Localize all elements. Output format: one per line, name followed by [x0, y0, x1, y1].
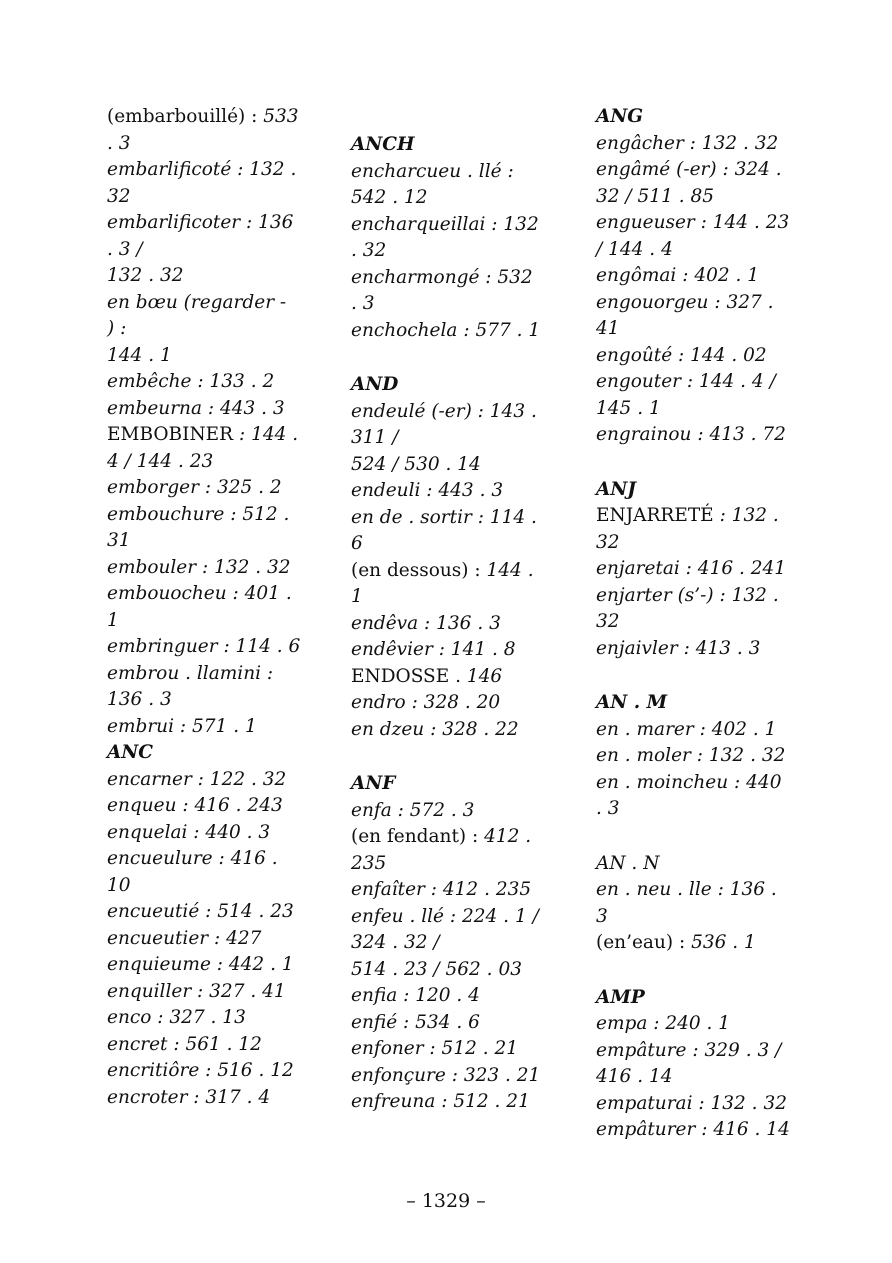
entry-italic-text: engueuser : 144 . 23 — [596, 212, 790, 233]
entry-italic-text: 145 . 1 — [596, 397, 661, 419]
index-entry — [596, 263, 791, 290]
entry-line — [596, 743, 791, 770]
index-entry — [107, 926, 302, 953]
entry-line — [107, 767, 302, 794]
entry-italic-text: endêvier : 141 . 8 — [351, 639, 516, 660]
entry-italic-text: enfia : 120 . 4 — [351, 985, 480, 1006]
section-heading: AN . N — [596, 852, 660, 874]
index-entry — [351, 717, 546, 744]
entry-italic-text: encret : 561 . 12 — [107, 1033, 262, 1055]
index-entry — [351, 611, 546, 638]
entry-italic-text: en . moincheu : 440 — [596, 771, 782, 793]
entry-line — [107, 820, 302, 847]
entry-line — [596, 1038, 791, 1065]
index-entry — [107, 899, 302, 926]
entry-italic-text: 311 / — [351, 427, 399, 448]
section-heading: ANCH — [351, 134, 415, 155]
entry-italic-text: . 3 / — [107, 238, 143, 260]
section-gap — [596, 823, 791, 851]
entry-line — [107, 661, 302, 688]
entry-line — [596, 131, 791, 158]
section-gap — [596, 957, 791, 985]
entry-italic-text: 32 — [107, 185, 131, 207]
entry-italic-text: encroter : 317 . 4 — [107, 1086, 271, 1108]
index-entry — [596, 1117, 791, 1144]
entry-line — [596, 184, 791, 211]
entry-line — [596, 877, 791, 930]
entry-line — [351, 930, 546, 957]
index-entry — [596, 1011, 791, 1038]
entry-italic-text: embrou . llamini : — [107, 662, 274, 684]
entry-italic-text: engâcher : 132 . 32 — [596, 132, 779, 154]
entry-italic-text: 144 . 1 — [107, 344, 172, 366]
entry-italic-text: encritiôre : 516 . 12 — [107, 1060, 294, 1081]
index-entry — [596, 503, 791, 556]
index-entry — [107, 290, 302, 370]
entry-italic-text: 524 / 530 . 14 — [351, 453, 481, 475]
entry-line — [351, 957, 546, 984]
index-entry — [107, 210, 302, 290]
index-entry — [107, 104, 302, 157]
entry-italic-text: engouorgeu : 327 . — [596, 291, 774, 313]
index-entry — [596, 157, 791, 210]
entry-line — [351, 877, 546, 904]
entry-line — [351, 478, 546, 505]
entry-italic-text: enfaîter : 412 . 235 — [351, 879, 532, 900]
entry-italic-text: engômai : 402 . 1 — [596, 265, 760, 286]
entry-line — [596, 636, 791, 663]
entry-line — [107, 1005, 302, 1032]
section-heading: ANF — [351, 773, 396, 794]
index-entry — [351, 1036, 546, 1063]
entry-italic-text: encarner : 122 . 32 — [107, 768, 287, 790]
entry-line — [596, 930, 791, 957]
index-entry — [351, 690, 546, 717]
entry-line — [351, 1089, 546, 1116]
entry-line — [351, 1063, 546, 1090]
entry-italic-text: en bœu (regarder - — [107, 291, 287, 313]
entry-italic-text: encueutié : 514 . 23 — [107, 901, 294, 922]
entry-italic-text: embringuer : 114 . 6 — [107, 636, 301, 657]
entry-line — [107, 104, 302, 131]
index-entry — [107, 475, 302, 502]
entry-line — [351, 399, 546, 426]
index-entry — [107, 1085, 302, 1112]
entry-italic-text: encueutier : 427 — [107, 927, 262, 949]
index-entry — [351, 1063, 546, 1090]
index-entry — [107, 555, 302, 582]
entry-line — [107, 634, 302, 661]
section-heading: AMP — [596, 986, 645, 1008]
index-entry — [596, 770, 791, 823]
entry-italic-text: 41 — [596, 318, 620, 339]
entry-italic-text: 146 — [466, 665, 503, 687]
index-entry — [596, 877, 791, 930]
entry-line — [351, 291, 546, 318]
index-entry — [351, 505, 546, 558]
entry-line — [351, 798, 546, 825]
index-entry — [596, 131, 791, 158]
index-entry — [107, 846, 302, 899]
entry-italic-text: enfeu . llé : 224 . 1 / — [351, 905, 539, 927]
entry-line — [107, 608, 302, 635]
index-entry — [351, 159, 546, 212]
entry-italic-text: embeurna : 443 . 3 — [107, 397, 285, 419]
index-entry — [596, 1038, 791, 1091]
entry-italic-text: engâmé (-er) : 324 . — [596, 159, 782, 180]
entry-line — [596, 316, 791, 343]
entry-italic-text: enjaretai : 416 . 241 — [596, 558, 787, 579]
index-column-1 — [107, 104, 302, 1111]
entry-italic-text: en . neu . lle : 136 . 3 — [596, 879, 777, 927]
entry-line — [107, 581, 302, 608]
entry-line — [596, 796, 791, 823]
entry-line — [596, 530, 791, 557]
entry-line — [596, 210, 791, 237]
index-entry — [351, 798, 546, 825]
index-entry — [351, 265, 546, 318]
index-entry — [351, 558, 546, 611]
entry-italic-text: enfonçure : 323 . 21 — [351, 1064, 541, 1086]
index-entry — [107, 634, 302, 661]
entry-italic-text: encharmongé : 532 — [351, 266, 533, 288]
entry-line — [107, 952, 302, 979]
entry-line — [351, 185, 546, 212]
entry-italic-text: embouchure : 512 . — [107, 503, 290, 525]
index-entry — [596, 210, 791, 263]
section-heading: ANC — [107, 742, 153, 763]
entry-line — [107, 237, 302, 264]
entry-line — [107, 714, 302, 741]
index-entry — [351, 637, 546, 664]
entry-italic-text: enjaivler : 413 . 3 — [596, 637, 761, 659]
entry-italic-text: endêva : 136 . 3 — [351, 612, 501, 634]
section-gap — [596, 662, 791, 690]
entry-line — [351, 265, 546, 292]
entry-italic-text: . 3 — [596, 798, 620, 819]
entry-line — [596, 503, 791, 530]
index-entry — [596, 583, 791, 636]
entry-line — [596, 290, 791, 317]
index-entry — [107, 979, 302, 1006]
index-entry — [107, 502, 302, 555]
index-entry — [107, 820, 302, 847]
entry-italic-text: : 144 . — [233, 424, 299, 445]
page-number: – 1329 – — [406, 1190, 486, 1212]
entry-italic-text: ) : — [107, 318, 127, 339]
entry-line — [596, 369, 791, 396]
entry-line — [351, 611, 546, 638]
entry-italic-text: enfoner : 512 . 21 — [351, 1038, 519, 1059]
entry-line — [596, 1117, 791, 1144]
entry-italic-text: 514 . 23 / 562 . 03 — [351, 958, 522, 980]
index-column-3 — [596, 104, 791, 1144]
index-entry — [107, 767, 302, 794]
entry-line — [107, 846, 302, 873]
entry-line — [107, 263, 302, 290]
index-entry — [351, 212, 546, 265]
index-column-2 — [351, 132, 546, 1116]
entry-line — [351, 983, 546, 1010]
index-entry — [351, 399, 546, 479]
entry-italic-text: en . moler : 132 . 32 — [596, 745, 786, 766]
index-entry — [351, 824, 546, 877]
entry-line — [107, 979, 302, 1006]
entry-line — [596, 1091, 791, 1118]
entry-roman-text: ENDOSSE . — [351, 665, 467, 687]
entry-italic-text: enquieume : 442 . 1 — [107, 954, 294, 975]
entry-line — [596, 609, 791, 636]
entry-italic-text: engrainou : 413 . 72 — [596, 424, 786, 445]
entry-line — [351, 558, 546, 611]
entry-line — [596, 343, 791, 370]
entry-italic-text: endeulé (-er) : 143 . — [351, 400, 537, 422]
entry-line — [351, 824, 546, 851]
entry-italic-text: engoûté : 144 . 02 — [596, 344, 767, 366]
entry-italic-text: enquelai : 440 . 3 — [107, 821, 271, 843]
entry-italic-text: 533 — [263, 106, 299, 127]
entry-line — [107, 793, 302, 820]
entry-line — [351, 851, 546, 878]
entry-italic-text: 1 — [107, 609, 119, 631]
entry-italic-text: endeuli : 443 . 3 — [351, 480, 504, 501]
entry-italic-text: embarlificoter : 136 — [107, 212, 294, 233]
entry-italic-text: engouter : 144 . 4 / — [596, 371, 776, 392]
entry-line — [107, 131, 302, 158]
entry-line — [107, 1058, 302, 1085]
entry-italic-text: enjarter (s’-) : 132 . — [596, 584, 779, 606]
entry-line — [107, 1085, 302, 1112]
entry-italic-text: en . marer : 402 . 1 — [596, 718, 777, 740]
entry-line — [107, 157, 302, 184]
entry-line — [351, 212, 546, 239]
index-entry — [596, 1091, 791, 1118]
entry-italic-text: enchochela : 577 . 1 — [351, 319, 541, 341]
entry-line — [107, 687, 302, 714]
entry-italic-text: empâturer : 416 . 14 — [596, 1119, 790, 1140]
index-entry — [596, 343, 791, 370]
entry-line — [596, 396, 791, 423]
index-entry — [107, 793, 302, 820]
entry-italic-text: enfreuna : 512 . 21 — [351, 1091, 530, 1112]
index-entry — [107, 1058, 302, 1085]
index-entry — [596, 369, 791, 422]
entry-italic-text: 32 — [596, 531, 620, 553]
entry-italic-text: enqueu : 416 . 243 — [107, 795, 283, 816]
entry-italic-text: . 3 — [351, 293, 375, 314]
entry-italic-text: 542 . 12 — [351, 187, 428, 208]
entry-line — [596, 717, 791, 744]
index-entry — [351, 1010, 546, 1037]
entry-line — [351, 717, 546, 744]
entry-italic-text: empaturai : 132 . 32 — [596, 1092, 787, 1114]
entry-italic-text: embrui : 571 . 1 — [107, 715, 257, 737]
entry-line — [351, 159, 546, 186]
entry-line — [107, 316, 302, 343]
entry-roman-text: (en’eau) : — [596, 932, 692, 953]
index-entry — [107, 1032, 302, 1059]
entry-line — [107, 449, 302, 476]
entry-italic-text: embouler : 132 . 32 — [107, 556, 291, 578]
entry-roman-text: (en fendant) : — [351, 826, 485, 847]
entry-roman-text: (embarbouillé) : — [107, 106, 264, 127]
entry-italic-text: enco : 327 . 13 — [107, 1007, 246, 1028]
index-entry — [107, 714, 302, 741]
entry-italic-text: empa : 240 . 1 — [596, 1013, 731, 1034]
entry-italic-text: . 3 — [107, 132, 131, 154]
entry-line — [107, 502, 302, 529]
entry-italic-text: / 144 . 4 — [596, 238, 673, 260]
entry-italic-text: 4 / 144 . 23 — [107, 450, 214, 472]
entry-italic-text: 6 — [351, 533, 363, 554]
entry-italic-text: 416 . 14 — [596, 1066, 673, 1087]
entry-italic-text: encharqueillai : 132 — [351, 213, 539, 235]
entry-italic-text: en dzeu : 328 . 22 — [351, 718, 519, 740]
entry-italic-text: 235 — [351, 852, 387, 874]
entry-line — [351, 1010, 546, 1037]
section-heading: ANG — [596, 106, 644, 127]
entry-italic-text: embouocheu : 401 . — [107, 583, 292, 604]
entry-line — [107, 422, 302, 449]
entry-italic-text: 10 — [107, 874, 131, 896]
entry-line — [351, 452, 546, 479]
entry-line — [107, 926, 302, 953]
entry-line — [596, 556, 791, 583]
entry-italic-text: enquiller : 327 . 41 — [107, 980, 286, 1002]
index-entry — [351, 904, 546, 984]
index-entry — [107, 422, 302, 475]
index-entry — [107, 581, 302, 634]
entry-line — [596, 263, 791, 290]
entry-line — [107, 873, 302, 900]
index-entry — [596, 556, 791, 583]
entry-line — [351, 664, 546, 691]
index-entry — [351, 983, 546, 1010]
index-entry — [107, 661, 302, 714]
entry-italic-text: embêche : 133 . 2 — [107, 371, 275, 392]
entry-italic-text: 412 . — [484, 826, 532, 847]
entry-line — [107, 555, 302, 582]
index-entry — [107, 952, 302, 979]
entry-line — [107, 1032, 302, 1059]
entry-line — [596, 1011, 791, 1038]
entry-italic-text: en de . sortir : 114 . — [351, 506, 537, 528]
entry-italic-text: enfa : 572 . 3 — [351, 799, 475, 821]
entry-line — [107, 528, 302, 555]
index-entry — [596, 930, 791, 957]
section-gap — [351, 344, 546, 372]
entry-line — [351, 904, 546, 931]
index-entry — [351, 318, 546, 345]
entry-italic-text: 144 . 1 — [351, 559, 534, 607]
section-gap — [351, 743, 546, 771]
index-entry — [351, 1089, 546, 1116]
entry-line — [351, 690, 546, 717]
entry-italic-text: empâture : 329 . 3 / — [596, 1039, 782, 1061]
index-entry — [596, 717, 791, 744]
entry-line — [351, 531, 546, 558]
entry-italic-text: embarlificoté : 132 . — [107, 159, 297, 180]
entry-italic-text: endro : 328 . 20 — [351, 692, 501, 713]
entry-italic-text: encueulure : 416 . — [107, 848, 278, 869]
index-entry — [107, 396, 302, 423]
entry-line — [351, 238, 546, 265]
entry-line — [107, 184, 302, 211]
entry-italic-text: 536 . 1 — [691, 932, 756, 953]
index-entry — [351, 664, 546, 691]
index-entry — [596, 290, 791, 343]
index-entry — [596, 743, 791, 770]
entry-italic-text: 132 . 32 — [107, 265, 184, 286]
entry-italic-text: 31 — [107, 530, 131, 551]
entry-line — [107, 475, 302, 502]
entry-roman-text: (en dessous) : — [351, 559, 487, 581]
entry-line — [596, 157, 791, 184]
entry-italic-text: 32 — [596, 611, 620, 632]
entry-italic-text: encharcueu . llé : — [351, 160, 514, 182]
entry-line — [351, 505, 546, 532]
entry-line — [596, 422, 791, 449]
section-heading: AN . M — [596, 692, 668, 713]
index-entry — [107, 157, 302, 210]
index-entry — [596, 636, 791, 663]
entry-line — [107, 290, 302, 317]
section-heading: AND — [351, 374, 399, 395]
entry-line — [107, 396, 302, 423]
index-entry — [107, 1005, 302, 1032]
entry-italic-text: 32 / 511 . 85 — [596, 185, 715, 207]
entry-italic-text: 136 . 3 — [107, 689, 172, 710]
entry-line — [596, 770, 791, 797]
entry-italic-text: emborger : 325 . 2 — [107, 477, 282, 498]
index-entry — [351, 478, 546, 505]
section-gap — [596, 449, 791, 477]
entry-roman-text: EMBOBINER — [107, 424, 234, 445]
entry-line — [107, 369, 302, 396]
entry-line — [596, 1064, 791, 1091]
entry-line — [107, 343, 302, 370]
index-entry — [351, 877, 546, 904]
entry-italic-text: enfié : 534 . 6 — [351, 1011, 480, 1033]
entry-italic-text: : 132 . — [713, 505, 779, 526]
entry-line — [596, 237, 791, 264]
index-entry — [107, 369, 302, 396]
index-entry — [596, 422, 791, 449]
section-heading: ANJ — [596, 478, 637, 500]
entry-italic-text: . 32 — [351, 240, 387, 261]
entry-line — [107, 210, 302, 237]
entry-italic-text: 324 . 32 / — [351, 932, 440, 953]
entry-line — [596, 583, 791, 610]
entry-line — [107, 899, 302, 926]
entry-line — [351, 1036, 546, 1063]
entry-line — [351, 425, 546, 452]
entry-roman-text: ENJARRETÉ — [596, 505, 714, 526]
entry-line — [351, 318, 546, 345]
entry-line — [351, 637, 546, 664]
